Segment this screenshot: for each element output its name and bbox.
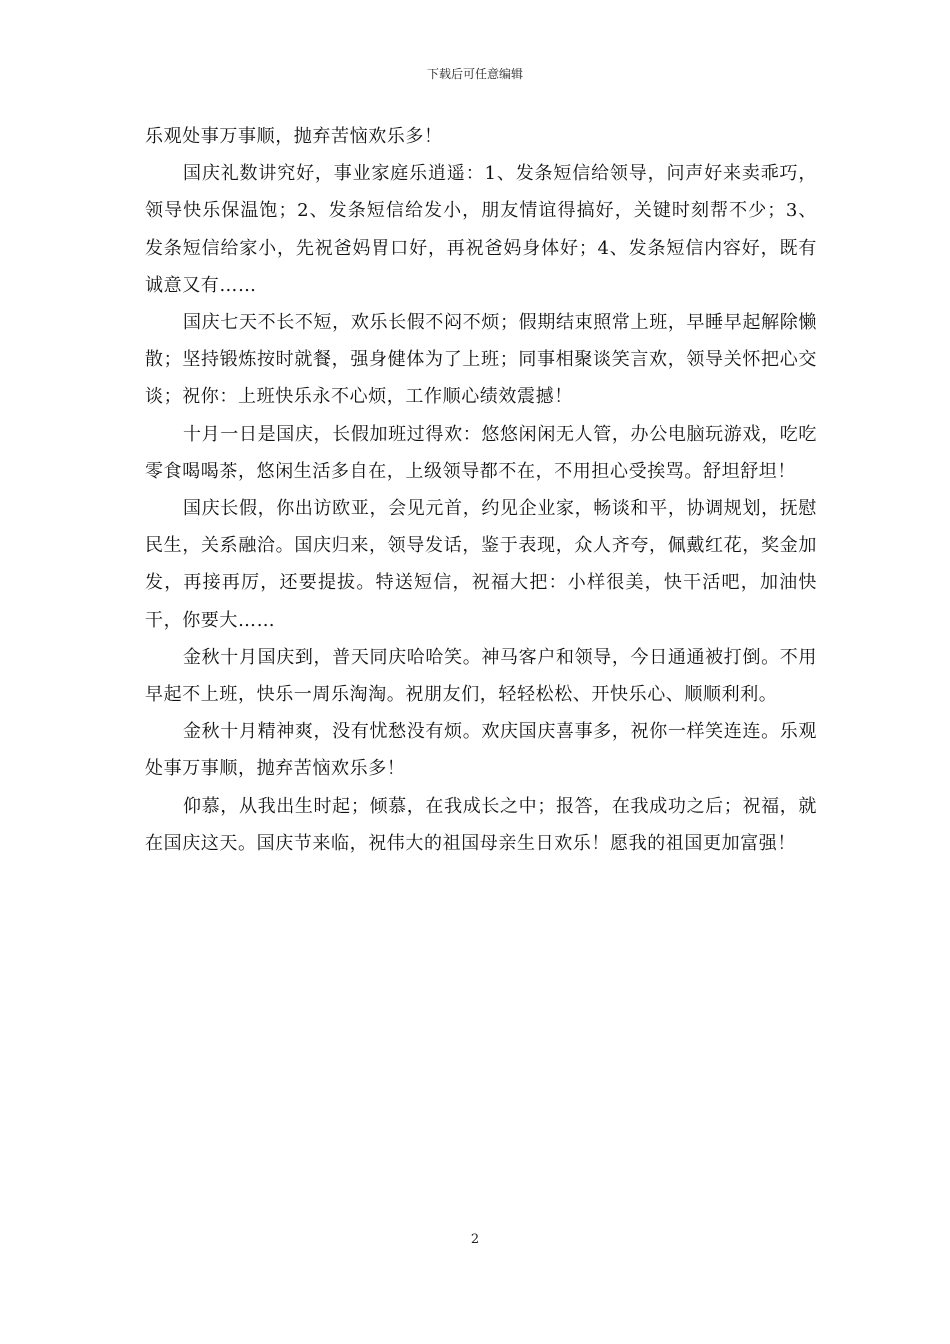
document-body bbox=[145, 118, 817, 862]
paragraph: 十月一日是国庆，长假加班过得欢：悠悠闲闲无人管，办公电脑玩游戏，吃吃零食喝喝茶，悠闲生活多自在，上级领导都不在，不用担心受挨骂。舒坦舒坦！ bbox=[145, 423, 817, 482]
page-number: 2 bbox=[470, 1232, 480, 1247]
paragraph: 仰慕，从我出生时起；倾慕，在我成长之中；报答，在我成功之后；祝福，就在国庆这天。国庆节来临，祝伟大的祖国母亲生日欢乐！愿我的祖国更加富强！ bbox=[145, 795, 817, 854]
paragraph: 国庆七天不长不短，欢乐长假不闷不烦；假期结束照常上班，早睡早起解除懒散；坚持锻炼按时就餐，强身健体为了上班；同事相聚谈笑言欢，领导关怀把心交谈；祝你：上班快乐永不心烦，工作顺心绩效震撼！ bbox=[145, 312, 817, 408]
paragraph: 国庆长假，你出访欧亚，会见元首，约见企业家，畅谈和平，协调规划，抚慰民生，关系融洽。国庆归来，领导发话，鉴于表现，众人齐夸，佩戴红花，奖金加发，再接再厉，还要提拔。特送短信，祝福大把：小样很美，快干活吧，加油快干，你要大…… bbox=[145, 498, 817, 631]
paragraph: 金秋十月国庆到，普天同庆哈哈笑。神马客户和领导，今日通通被打倒。不用早起不上班，快乐一周乐淘淘。祝朋友们，轻轻松松、开快乐心、顺顺利利。 bbox=[145, 646, 817, 706]
paragraph: 金秋十月精神爽，没有忧愁没有烦。欢庆国庆喜事多，祝你一样笑连连。乐观处事万事顺，抛弃苦恼欢乐多！ bbox=[145, 721, 817, 780]
paragraph-continuation: 乐观处事万事顺，抛弃苦恼欢乐多！ bbox=[145, 126, 443, 147]
paragraph: 国庆礼数讲究好，事业家庭乐逍遥：1、发条短信给领导，问声好来卖乖巧，领导快乐保温饱；2、发条短信给发小，朋友情谊得搞好，关键时刻帮不少；3、发条短信给家小，先祝爸妈胃口好，再祝爸妈身体好；4、发条短信内容好，既有诚意又有…… bbox=[145, 163, 817, 296]
page-header: 下载后可任意编辑 bbox=[426, 67, 523, 81]
